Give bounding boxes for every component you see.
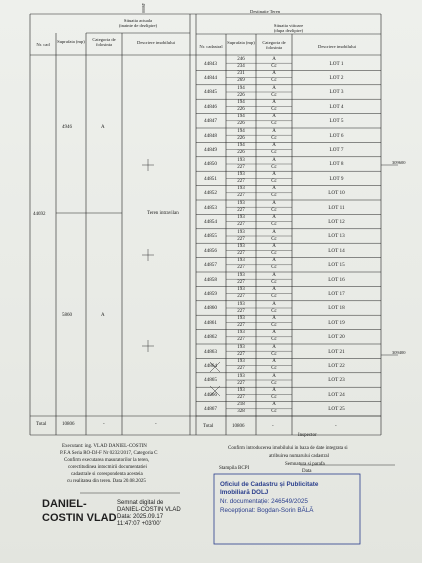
stampila-label: Stampila BCPI xyxy=(219,466,250,471)
row-category-a: A xyxy=(272,272,276,278)
pfa-line: P.F.A Seria RO-DJ-F Nr 0232/2017, Categoria C xyxy=(60,451,158,456)
col-suprafata2: Suprafata (mp) xyxy=(227,40,255,45)
row-category-a: A xyxy=(272,85,276,91)
row-surface-a: 193 xyxy=(237,258,245,264)
row-category-cc: Cc xyxy=(271,395,277,400)
row-category-a: A xyxy=(272,316,276,321)
group-left-sub: (inainte de dezlipire) xyxy=(118,23,158,28)
row-lot-label: LOT 7 xyxy=(329,146,344,153)
row-surface-a: 193 xyxy=(237,287,245,293)
row-lot-label: LOT 12 xyxy=(328,218,345,225)
row-nr-cadastral: 44848 xyxy=(204,132,217,139)
row-lot-label: LOT 4 xyxy=(329,103,344,110)
row-nr-cadastral: 44853 xyxy=(204,204,217,211)
row-category-cc: Cc xyxy=(271,193,277,199)
row-category-cc: Cc xyxy=(271,265,277,271)
total-label-left: Total xyxy=(36,422,47,427)
page-number: 49000 xyxy=(141,3,146,13)
row-surface-cc: 227 xyxy=(237,380,245,386)
col-descriere2: Descriere imobilului xyxy=(318,44,356,49)
row-category-a: A xyxy=(272,215,276,221)
row-category-a: A xyxy=(272,330,276,336)
row-nr-cadastral: 44863 xyxy=(204,348,217,355)
ocpi-line-2: Imobiliară DOLJ xyxy=(220,489,269,496)
row-category-a: A xyxy=(272,200,276,206)
col-suprafata: Suprafata (mp) xyxy=(57,39,85,44)
row-surface-a: 193 xyxy=(237,373,245,379)
row-category-cc: Cc xyxy=(271,150,277,156)
row-category-a: A xyxy=(272,244,276,249)
side-number-1: 309600 xyxy=(392,160,406,165)
row-category-a: A xyxy=(272,344,276,350)
row-surface-cc: 227 xyxy=(237,164,245,170)
row-surface-a: 193 xyxy=(237,316,245,321)
row-lot-label: LOT 19 xyxy=(328,319,345,326)
row-surface-cc: 227 xyxy=(237,308,245,314)
row-category-cc: Cc xyxy=(271,78,277,84)
row-surface-cc: 227 xyxy=(237,351,245,357)
row-category-cc: Cc xyxy=(271,135,277,141)
row-surface-a: 193 xyxy=(237,157,245,163)
group-right-title: Situatia viitoare xyxy=(273,23,304,28)
row-lot-label: LOT 11 xyxy=(328,204,345,211)
col-nr-cadastral: Nr. cadastral xyxy=(199,44,223,49)
row-category-cc: Cc xyxy=(271,323,277,328)
row-category-cc: Cc xyxy=(271,207,277,213)
row-category-a: A xyxy=(272,229,276,235)
row-category-a: A xyxy=(272,402,276,408)
row-category-a: A xyxy=(272,128,276,134)
row-surface-cc: 227 xyxy=(237,193,245,199)
row-category-a: A xyxy=(272,114,276,120)
row-category-a: A xyxy=(272,71,276,77)
row-category-a: A xyxy=(272,157,276,163)
row-surface-a: 193 xyxy=(237,186,245,192)
row-surface-a: 193 xyxy=(237,200,245,206)
row-surface-cc: 226 xyxy=(237,121,245,127)
row-surface-a: 193 xyxy=(237,172,245,177)
row-category-a: A xyxy=(272,143,276,149)
row-lot-label: LOT 16 xyxy=(328,276,345,283)
row-surface-cc: 226 xyxy=(237,107,245,112)
row-category-cc: Cc xyxy=(271,351,277,357)
row-surface-a: 193 xyxy=(237,344,245,350)
col-categorie2: Categoria de folosinta xyxy=(262,40,286,50)
confirm-line-1: Confirm executarea masuratorilor la teren, xyxy=(64,458,150,463)
left-category-1: A xyxy=(101,125,105,130)
row-surface-a: 193 xyxy=(237,359,245,365)
row-nr-cadastral: 44855 xyxy=(204,233,217,240)
confirm-line-4: cu realitatea din teren. Data 20.08.2025 xyxy=(67,479,146,484)
row-lot-label: LOT 23 xyxy=(328,377,345,384)
row-surface-a: 246 xyxy=(237,56,245,62)
row-surface-a: 194 xyxy=(237,143,245,149)
row-category-a: A xyxy=(272,172,276,177)
row-lot-label: LOT 14 xyxy=(328,247,345,254)
row-category-cc: Cc xyxy=(271,179,277,184)
row-category-cc: Cc xyxy=(271,121,277,127)
row-lot-label: LOT 10 xyxy=(328,190,345,197)
total-label-right: Total xyxy=(203,424,214,429)
row-surface-cc: 227 xyxy=(237,366,245,372)
group-left-title: Situatia actuala xyxy=(123,18,153,23)
row-surface-cc: 227 xyxy=(237,251,245,256)
row-lot-label: LOT 18 xyxy=(328,305,345,312)
row-nr-cadastral: 44859 xyxy=(204,290,217,297)
confirm-right-1: Confirm introducerea imobilului in baza de date integrata si xyxy=(228,446,348,451)
row-category-cc: Cc xyxy=(271,236,277,242)
group-right-sub: (dupa dezlipire) xyxy=(273,28,304,33)
title-destinatie: Destinatie Teren xyxy=(250,9,281,14)
ocpi-line-4: Recepționat: Bogdan-Sorin BĂLĂ xyxy=(220,507,314,514)
row-lot-label: LOT 20 xyxy=(328,334,345,341)
row-nr-cadastral: 44845 xyxy=(204,89,217,96)
row-lot-label: LOT 3 xyxy=(329,89,344,96)
row-nr-cadastral: 44846 xyxy=(204,103,217,110)
row-lot-label: LOT 25 xyxy=(328,406,345,413)
total-dash-1: - xyxy=(103,422,105,427)
row-surface-cc: 227 xyxy=(237,265,245,271)
row-lot-label: LOT 24 xyxy=(328,391,345,398)
row-lot-label: LOT 17 xyxy=(328,290,345,297)
row-lot-label: LOT 2 xyxy=(329,74,344,81)
row-surface-a: 193 xyxy=(237,272,245,278)
row-category-cc: Cc xyxy=(271,308,277,314)
row-category-a: A xyxy=(272,186,276,192)
ocpi-line-3: Nr. documentație: 246549/2025 xyxy=(220,498,308,505)
row-surface-cc: 226 xyxy=(237,150,245,156)
row-surface-a: 193 xyxy=(237,244,245,249)
row-nr-cadastral: 44849 xyxy=(204,146,217,153)
total-dash-2: - xyxy=(155,422,157,427)
sig-line-4: 11:47:07 +03'00' xyxy=(117,521,161,527)
row-surface-cc: 227 xyxy=(237,395,245,400)
data-label: Data xyxy=(302,469,312,474)
row-lot-label: LOT 5 xyxy=(329,118,344,125)
row-category-cc: Cc xyxy=(271,337,277,343)
row-surface-cc: 227 xyxy=(237,323,245,328)
total-value-right: 10806 xyxy=(232,424,245,429)
sig-line-1: Semnat digital de xyxy=(117,500,164,506)
row-lot-label: LOT 21 xyxy=(328,348,345,355)
row-surface-cc: 227 xyxy=(237,207,245,213)
row-surface-cc: 226 xyxy=(237,92,245,98)
confirm-right-2: atribuirea numarului cadastral xyxy=(269,454,329,459)
row-nr-cadastral: 44856 xyxy=(204,247,217,254)
left-description: Teren intravilan xyxy=(147,211,179,216)
signer-name-2: COSTIN VLAD xyxy=(42,512,117,524)
row-category-cc: Cc xyxy=(271,366,277,372)
row-nr-cadastral: 44864 xyxy=(204,362,217,369)
row-surface-cc: 328 xyxy=(237,409,245,415)
row-category-cc: Cc xyxy=(271,63,277,69)
row-surface-cc: 269 xyxy=(237,78,245,84)
row-nr-cadastral: 44854 xyxy=(204,218,217,225)
row-nr-cadastral: 44867 xyxy=(204,406,217,413)
row-category-a: A xyxy=(272,56,276,62)
row-nr-cadastral: 44865 xyxy=(204,377,217,384)
row-category-a: A xyxy=(272,258,276,264)
sig-line-3: Data: 2025.09.17 xyxy=(117,514,164,520)
row-surface-cc: 226 xyxy=(237,135,245,141)
row-category-a: A xyxy=(272,373,276,379)
semnatura-label: Semnatura si parafa xyxy=(285,462,325,467)
confirm-line-2: corectitudinea intocmirii documentatiei xyxy=(68,465,147,470)
left-category-2: A xyxy=(101,313,105,318)
row-lot-label: LOT 13 xyxy=(328,233,345,240)
row-category-a: A xyxy=(272,359,276,365)
row-surface-cc: 227 xyxy=(237,337,245,343)
row-lot-label: LOT 8 xyxy=(329,161,344,168)
row-surface-a: 193 xyxy=(237,229,245,235)
total-dash-4: - xyxy=(335,424,337,429)
row-nr-cadastral: 44844 xyxy=(204,74,217,81)
ocpi-line-1: Oficiul de Cadastru și Publicitate xyxy=(220,481,319,488)
row-surface-a: 194 xyxy=(237,128,245,134)
left-surface-1: 4946 xyxy=(62,125,72,130)
row-nr-cadastral: 44852 xyxy=(204,190,217,197)
row-nr-cadastral: 44843 xyxy=(204,60,217,67)
row-category-cc: Cc xyxy=(271,164,277,170)
row-nr-cadastral: 44851 xyxy=(204,175,217,182)
row-nr-cadastral: 44857 xyxy=(204,262,217,269)
row-lot-label: LOT 1 xyxy=(329,60,344,67)
row-nr-cadastral: 44861 xyxy=(204,319,217,326)
row-surface-cc: 227 xyxy=(237,279,245,285)
row-nr-cadastral: 44860 xyxy=(204,305,217,312)
left-surface-2: 5860 xyxy=(62,313,72,318)
executant: Executant: ing. VLAD DANIEL-COSTIN xyxy=(62,444,147,449)
row-surface-a: 193 xyxy=(237,388,245,393)
row-surface-a: 194 xyxy=(237,100,245,105)
left-nr-cad: 44692 xyxy=(33,212,46,217)
row-category-cc: Cc xyxy=(271,380,277,386)
col-descriere: Descriere imobilului xyxy=(137,40,175,45)
row-category-a: A xyxy=(272,388,276,393)
col-nr-cad: Nr. cad xyxy=(36,42,50,47)
row-nr-cadastral: 44858 xyxy=(204,276,217,283)
row-nr-cadastral: 44847 xyxy=(204,118,217,125)
row-nr-cadastral: 44850 xyxy=(204,161,217,168)
row-surface-cc: 227 xyxy=(237,236,245,242)
row-surface-cc: 234 xyxy=(237,63,245,69)
col-categorie: Categoria de folosinta xyxy=(92,37,116,47)
row-category-cc: Cc xyxy=(271,222,277,228)
row-category-cc: Cc xyxy=(271,279,277,285)
row-surface-a: 193 xyxy=(237,215,245,221)
side-number-2: 309400 xyxy=(392,350,406,355)
row-nr-cadastral: 44866 xyxy=(204,391,217,398)
row-surface-a: 193 xyxy=(237,330,245,336)
row-category-cc: Cc xyxy=(271,92,277,98)
row-category-a: A xyxy=(272,301,276,307)
row-category-cc: Cc xyxy=(271,107,277,112)
row-surface-cc: 227 xyxy=(237,294,245,300)
row-category-cc: Cc xyxy=(271,294,277,300)
row-surface-a: 193 xyxy=(237,301,245,307)
row-lot-label: LOT 22 xyxy=(328,362,345,369)
confirm-line-3: cadastrale si corespondenta acesteia xyxy=(71,472,143,477)
row-surface-a: 231 xyxy=(237,71,245,77)
sig-line-2: DANIEL-COSTIN VLAD xyxy=(117,507,181,513)
row-surface-a: 218 xyxy=(237,402,245,408)
total-value-left: 10806 xyxy=(62,422,75,427)
row-lot-label: LOT 15 xyxy=(328,262,345,269)
row-lot-label: LOT 6 xyxy=(329,132,344,139)
row-surface-a: 194 xyxy=(237,85,245,91)
row-surface-cc: 227 xyxy=(237,222,245,228)
inspector-label: Inspector xyxy=(298,433,317,438)
signer-name-1: DANIEL- xyxy=(42,498,87,510)
row-category-a: A xyxy=(272,287,276,293)
row-surface-cc: 227 xyxy=(237,179,245,184)
row-surface-a: 194 xyxy=(237,114,245,120)
row-category-cc: Cc xyxy=(271,409,277,415)
row-category-a: A xyxy=(272,100,276,105)
row-lot-label: LOT 9 xyxy=(329,175,344,182)
row-category-cc: Cc xyxy=(271,251,277,256)
row-nr-cadastral: 44862 xyxy=(204,334,217,341)
total-dash-3: - xyxy=(272,424,274,429)
